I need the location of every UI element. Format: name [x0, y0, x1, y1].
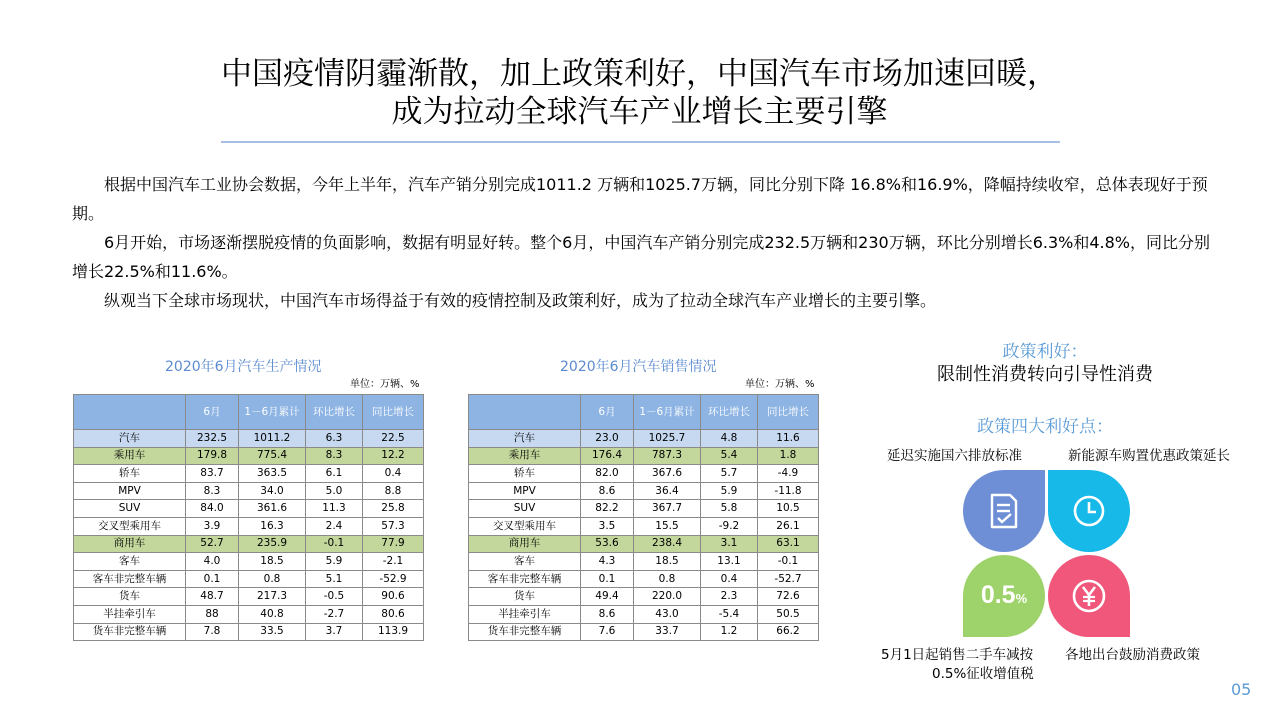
table-cell: 7.6 — [581, 623, 634, 641]
production-unit: 单位：万辆、% — [350, 379, 420, 390]
policy-points-heading: 政策四大利好点： — [977, 417, 1113, 437]
table-cell: 5.9 — [701, 482, 758, 500]
table-cell: 15.5 — [634, 517, 701, 535]
table-cell: -52.9 — [363, 570, 424, 588]
table-row — [74, 517, 424, 535]
sales-table — [468, 394, 819, 641]
table-row — [469, 553, 819, 571]
table-row — [74, 623, 424, 641]
table-header-cell: 环比增长 — [701, 395, 758, 430]
table-header-row — [469, 395, 819, 430]
table-row — [74, 430, 424, 448]
table-row — [469, 588, 819, 606]
row-label-cell: SUV — [469, 500, 581, 518]
table-cell: 3.5 — [581, 517, 634, 535]
table-header-cell: 1－6月累计 — [634, 395, 701, 430]
table-header-row — [74, 395, 424, 430]
table-cell: 179.8 — [186, 447, 239, 465]
table-cell: 72.6 — [758, 588, 819, 606]
row-label-cell: 半挂牵引车 — [74, 605, 186, 623]
table-row — [469, 465, 819, 483]
table-row — [469, 605, 819, 623]
row-label-cell: MPV — [469, 482, 581, 500]
table-cell: 235.9 — [239, 535, 306, 553]
table-header-cell: 环比增长 — [306, 395, 363, 430]
table-cell: 23.0 — [581, 430, 634, 448]
sales-table-title: 2020年6月汽车销售情况 — [560, 359, 717, 375]
table-cell: -2.1 — [363, 553, 424, 571]
row-label-cell: 客车非完整车辆 — [74, 570, 186, 588]
table-cell: 63.1 — [758, 535, 819, 553]
row-label-cell: SUV — [74, 500, 186, 518]
title-divider — [221, 141, 1060, 143]
table-cell: 176.4 — [581, 447, 634, 465]
policy-label-emission: 延迟实施国六排放标准 — [887, 448, 1022, 464]
table-cell: -52.7 — [758, 570, 819, 588]
row-label-cell: 商用车 — [469, 535, 581, 553]
table-cell: 0.8 — [239, 570, 306, 588]
percent-icon — [963, 581, 1045, 610]
table-cell: 50.5 — [758, 605, 819, 623]
row-label-cell: 乘用车 — [74, 447, 186, 465]
table-cell: 220.0 — [634, 588, 701, 606]
row-label-cell: 半挂牵引车 — [469, 605, 581, 623]
policy-subheading: 限制性消费转向引导性消费 — [937, 364, 1153, 385]
table-cell: 22.5 — [363, 430, 424, 448]
table-cell: 0.4 — [363, 465, 424, 483]
table-header-cell: 6月 — [581, 395, 634, 430]
table-cell: 4.3 — [581, 553, 634, 571]
table-cell: 26.1 — [758, 517, 819, 535]
production-table-title: 2020年6月汽车生产情况 — [165, 359, 322, 375]
table-cell: 3.7 — [306, 623, 363, 641]
row-label-cell: 交叉型乘用车 — [74, 517, 186, 535]
table-row — [74, 553, 424, 571]
body-text — [72, 170, 1222, 315]
table-cell: 90.6 — [363, 588, 424, 606]
policy-label-used-car: 5月1日起销售二手车减按 — [881, 647, 1034, 663]
table-cell: 5.4 — [701, 447, 758, 465]
table-cell: 3.9 — [186, 517, 239, 535]
table-cell: 2.4 — [306, 517, 363, 535]
table-row — [469, 500, 819, 518]
policy-heading: 政策利好： — [1002, 342, 1088, 362]
table-row — [469, 570, 819, 588]
table-cell: 16.3 — [239, 517, 306, 535]
table-row — [469, 430, 819, 448]
table-cell: 1.8 — [758, 447, 819, 465]
table-cell: 83.7 — [186, 465, 239, 483]
table-row — [74, 605, 424, 623]
table-cell: 5.9 — [306, 553, 363, 571]
policy-petal-used-car — [963, 555, 1045, 637]
paragraph-2: 6月开始，市场逐渐摆脱疫情的负面影响，数据有明显好转。整个6月，中国汽车产销分别完成232.5万辆和230万辆，环比分别增长6.3%和4.8%，同比分别增长22.5%和11.6%。 — [72, 233, 1211, 281]
table-cell: 8.3 — [186, 482, 239, 500]
row-label-cell: 货车 — [469, 588, 581, 606]
table-cell: 18.5 — [239, 553, 306, 571]
table-cell: 361.6 — [239, 500, 306, 518]
table-cell: 33.7 — [634, 623, 701, 641]
table-cell: 11.3 — [306, 500, 363, 518]
table-cell: 49.4 — [581, 588, 634, 606]
document-check-icon — [984, 491, 1024, 531]
table-cell: 0.4 — [701, 570, 758, 588]
table-cell: 2.3 — [701, 588, 758, 606]
table-cell: 5.7 — [701, 465, 758, 483]
table-cell: -4.9 — [758, 465, 819, 483]
policy-petal-emission — [963, 470, 1045, 552]
title-line-1: 中国疫情阴霾渐散，加上政策利好，中国汽车市场加速回暖， — [221, 56, 1058, 92]
policy-label-consumption: 各地出台鼓励消费政策 — [1065, 647, 1200, 663]
row-label-cell: MPV — [74, 482, 186, 500]
table-cell: 363.5 — [239, 465, 306, 483]
table-header-cell — [74, 395, 186, 430]
percent-value: 0.5 — [980, 581, 1016, 609]
table-cell: 0.8 — [634, 570, 701, 588]
table-cell: 4.8 — [701, 430, 758, 448]
row-label-cell: 货车 — [74, 588, 186, 606]
table-cell: 40.8 — [239, 605, 306, 623]
table-cell: 18.5 — [634, 553, 701, 571]
row-label-cell: 商用车 — [74, 535, 186, 553]
table-row — [74, 570, 424, 588]
table-cell: 43.0 — [634, 605, 701, 623]
table-cell: 0.1 — [186, 570, 239, 588]
table-cell: 787.3 — [634, 447, 701, 465]
table-cell: 66.2 — [758, 623, 819, 641]
table-header-cell: 1－6月累计 — [239, 395, 306, 430]
table-cell: 8.3 — [306, 447, 363, 465]
table-row — [469, 447, 819, 465]
table-cell: 367.6 — [634, 465, 701, 483]
row-label-cell: 货车非完整车辆 — [469, 623, 581, 641]
row-label-cell: 汽车 — [469, 430, 581, 448]
table-cell: 5.8 — [701, 500, 758, 518]
table-cell: 113.9 — [363, 623, 424, 641]
table-cell: -2.7 — [306, 605, 363, 623]
table-cell: 77.9 — [363, 535, 424, 553]
paragraph-3: 纵观当下全球市场现状，中国汽车市场得益于有效的疫情控制及政策利好，成为了拉动全球汽车产业增长的主要引擎。 — [104, 291, 937, 310]
table-cell: 5.1 — [306, 570, 363, 588]
policy-label-used-car-tax: 0.5%征收增值税 — [932, 666, 1034, 682]
row-label-cell: 汽车 — [74, 430, 186, 448]
table-cell: 1011.2 — [239, 430, 306, 448]
table-cell: 13.1 — [701, 553, 758, 571]
table-cell: 217.3 — [239, 588, 306, 606]
table-header-cell: 6月 — [186, 395, 239, 430]
table-cell: 57.3 — [363, 517, 424, 535]
row-label-cell: 货车非完整车辆 — [74, 623, 186, 641]
table-cell: 6.1 — [306, 465, 363, 483]
table-cell: 3.1 — [701, 535, 758, 553]
table-cell: 775.4 — [239, 447, 306, 465]
table-cell: 1025.7 — [634, 430, 701, 448]
table-cell: 82.2 — [581, 500, 634, 518]
table-cell: 6.3 — [306, 430, 363, 448]
policy-petal-consumption — [1048, 555, 1130, 637]
table-cell: -0.5 — [306, 588, 363, 606]
table-cell: 25.8 — [363, 500, 424, 518]
table-cell: 88 — [186, 605, 239, 623]
row-label-cell: 乘用车 — [469, 447, 581, 465]
paragraph-1: 根据中国汽车工业协会数据，今年上半年，汽车产销分别完成1011.2 万辆和1025.7万辆，同比分别下降 16.8%和16.9%，降幅持续收窄，总体表现好于预期。 — [72, 175, 1208, 223]
table-cell: -5.4 — [701, 605, 758, 623]
table-row — [74, 482, 424, 500]
table-header-cell — [469, 395, 581, 430]
table-cell: 33.5 — [239, 623, 306, 641]
row-label-cell: 客车非完整车辆 — [469, 570, 581, 588]
table-cell: 36.4 — [634, 482, 701, 500]
table-header-cell: 同比增长 — [363, 395, 424, 430]
row-label-cell: 客车 — [469, 553, 581, 571]
production-table — [73, 394, 424, 641]
table-cell: -0.1 — [758, 553, 819, 571]
table-row — [74, 535, 424, 553]
table-cell: 8.6 — [581, 482, 634, 500]
table-cell: 367.7 — [634, 500, 701, 518]
table-row — [469, 517, 819, 535]
row-label-cell: 轿车 — [74, 465, 186, 483]
table-cell: 53.6 — [581, 535, 634, 553]
table-row — [469, 535, 819, 553]
title-line-2: 成为拉动全球汽车产业增长主要引擎 — [391, 94, 888, 130]
table-cell: 232.5 — [186, 430, 239, 448]
table-cell: 52.7 — [186, 535, 239, 553]
row-label-cell: 轿车 — [469, 465, 581, 483]
table-cell: 238.4 — [634, 535, 701, 553]
policy-label-new-energy: 新能源车购置优惠政策延长 — [1068, 448, 1230, 464]
table-row — [74, 465, 424, 483]
table-row — [74, 500, 424, 518]
table-cell: 4.0 — [186, 553, 239, 571]
table-cell: 84.0 — [186, 500, 239, 518]
table-cell: -0.1 — [306, 535, 363, 553]
row-label-cell: 交叉型乘用车 — [469, 517, 581, 535]
table-header-cell: 同比增长 — [758, 395, 819, 430]
row-label-cell: 客车 — [74, 553, 186, 571]
table-row — [469, 623, 819, 641]
yuan-coin-icon — [1069, 576, 1109, 616]
page-number: 05 — [1231, 680, 1252, 699]
table-row — [469, 482, 819, 500]
table-cell: 0.1 — [581, 570, 634, 588]
table-cell: 11.6 — [758, 430, 819, 448]
table-cell: 80.6 — [363, 605, 424, 623]
table-cell: 7.8 — [186, 623, 239, 641]
table-cell: 5.0 — [306, 482, 363, 500]
percent-sign: % — [1015, 591, 1028, 606]
table-cell: 10.5 — [758, 500, 819, 518]
sales-unit: 单位：万辆、% — [745, 379, 815, 390]
table-cell: 8.6 — [581, 605, 634, 623]
table-row — [74, 588, 424, 606]
table-cell: 1.2 — [701, 623, 758, 641]
clock-icon — [1069, 491, 1109, 531]
table-cell: 82.0 — [581, 465, 634, 483]
table-row — [74, 447, 424, 465]
policy-petal-new-energy — [1048, 470, 1130, 552]
table-cell: 34.0 — [239, 482, 306, 500]
table-cell: 8.8 — [363, 482, 424, 500]
table-cell: -9.2 — [701, 517, 758, 535]
table-cell: 12.2 — [363, 447, 424, 465]
table-cell: -11.8 — [758, 482, 819, 500]
table-cell: 48.7 — [186, 588, 239, 606]
